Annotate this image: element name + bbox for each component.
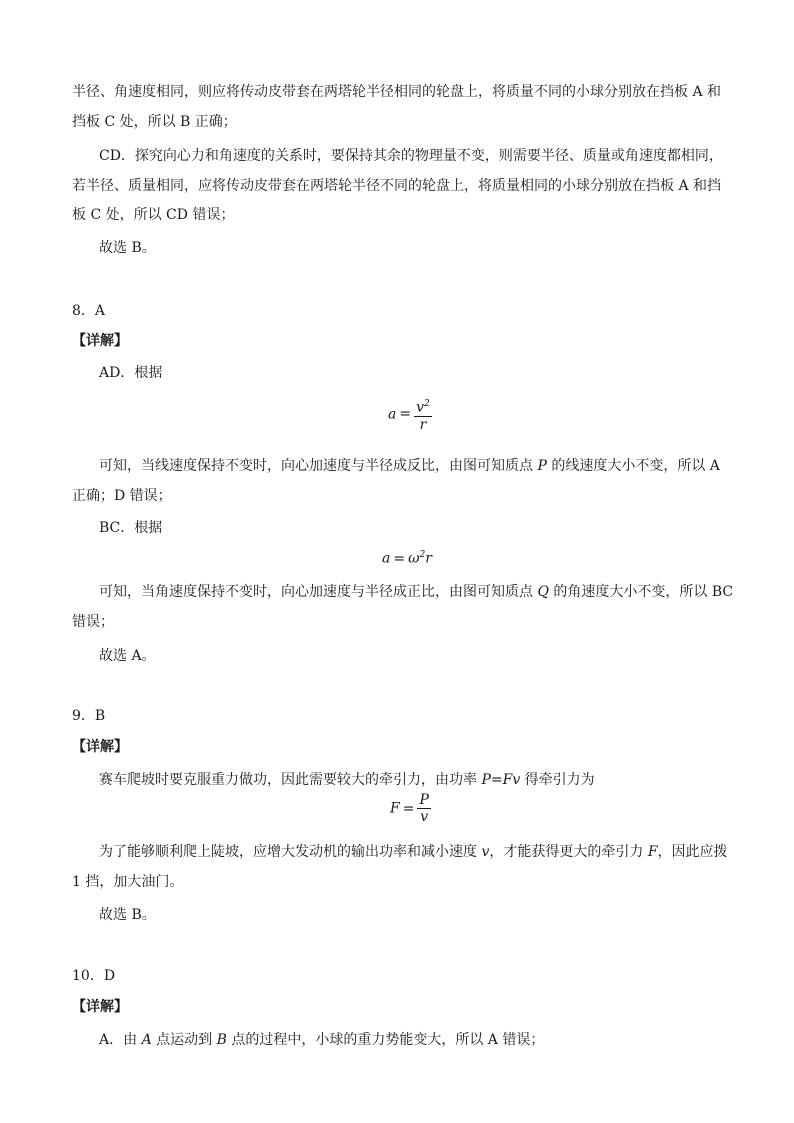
q7-cd-line-2: 若半径、质量相同，应将传动皮带套在两塔轮半径不同的轮盘上，将质量相同的小球分别放在挡板 A 和挡 [72,178,722,194]
q9-detail-label: 【详解】 [72,739,128,755]
q7-cd-line-1: CD．探究向心力和角速度的关系时，要保持其余的物理量不变，则需要半径、质量或角速度都相同， [99,148,723,164]
point-q-var: Q [537,584,549,600]
q9-title: 9．B [72,708,106,724]
q9-formula-traction: F = $\frac{P}{v}$ [390,792,429,825]
q9-conclusion: 故选 B。 [99,907,156,923]
q7-text-line-2: 挡板 C 处，所以 B 正确； [72,114,237,130]
q8-ad-text-line-1: 可知，当线速度保持不变时，向心加速度与半径成反比，由图可知质点 P 的线速度大小不变，所以 A [99,458,720,474]
formula-lhs: a [388,406,397,423]
q8-ad-intro: AD．根据 [99,365,163,381]
q8-ad-text-line-2: 正确；D 错误； [72,488,172,504]
q9-text-line-3: 1 挡，加大油门。 [72,874,184,890]
q8-bc-text-line-2: 错误； [72,614,114,630]
q7-text-line-1: 半径、角速度相同，则应将传动皮带套在两塔轮半径相同的轮盘上，将质量不同的小球分别放在挡板 A 和 [72,84,722,100]
q8-formula-centripetal-angular: $a = \omega^2r$ [382,550,432,567]
q7-cd-line-3: 板 C 处，所以 CD 错误； [72,207,235,223]
q8-bc-text-line-1: 可知，当角速度保持不变时，向心加速度与半径成正比，由图可知质点 Q 的角速度大小不变，所以 BC [99,584,734,600]
q8-conclusion: 故选 A。 [99,648,156,664]
power-formula-inline: P=Fv [481,772,521,788]
q8-title: 8．A [72,303,106,319]
q8-bc-intro: BC．根据 [99,520,163,536]
formula-exponent: 2 [424,399,430,409]
q10-text-line-1: A．由 A 点运动到 B 点的过程中，小球的重力势能变大，所以 A 错误； [99,1032,545,1048]
q9-text-line-2: 为了能够顺利爬上陡坡，应增大发动机的输出功率和减小速度 v，才能获得更大的牵引力 F，因此应拨 [99,844,728,860]
formula-fraction [414,396,432,433]
q8-detail-label: 【详解】 [72,333,128,349]
formula-numerator: v [416,399,425,416]
q9-text-line-1: 赛车爬坡时要克服重力做功，因此需要较大的牵引力，由功率 P=Fv 得牵引力为 [99,772,595,788]
q7-conclusion: 故选 B。 [99,240,156,256]
q10-title: 10．D [72,968,116,984]
q10-detail-label: 【详解】 [72,999,128,1015]
q8-formula-centripetal-velocity: a = $\frac{v^2}{r}$ [388,396,432,433]
formula-denominator: r [419,416,427,433]
point-p-var: P [537,458,547,474]
